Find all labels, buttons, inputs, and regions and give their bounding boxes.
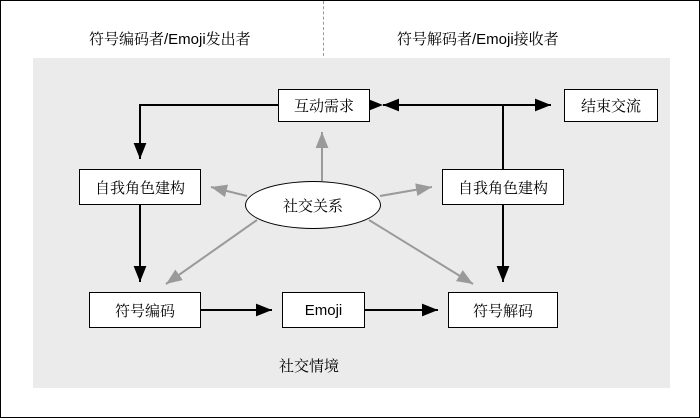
node-interaction-demand[interactable]: 互动需求 <box>278 89 370 122</box>
node-self-role-construction-left[interactable]: 自我角色建构 <box>79 169 201 205</box>
node-social-relation[interactable]: 社交关系 <box>245 181 381 229</box>
node-emoji[interactable]: Emoji <box>282 292 365 328</box>
center-dashed-divider <box>323 1 324 56</box>
node-end-communication[interactable]: 结束交流 <box>564 89 658 122</box>
node-symbol-decoding[interactable]: 符号解码 <box>448 292 558 328</box>
node-symbol-encoding[interactable]: 符号编码 <box>89 292 201 328</box>
node-self-role-construction-right[interactable]: 自我角色建构 <box>442 169 564 205</box>
label-encoder-side: 符号编码者/Emoji发出者 <box>89 31 251 48</box>
label-social-context: 社交情境 <box>279 358 340 375</box>
label-decoder-side: 符号解码者/Emoji接收者 <box>397 31 559 48</box>
